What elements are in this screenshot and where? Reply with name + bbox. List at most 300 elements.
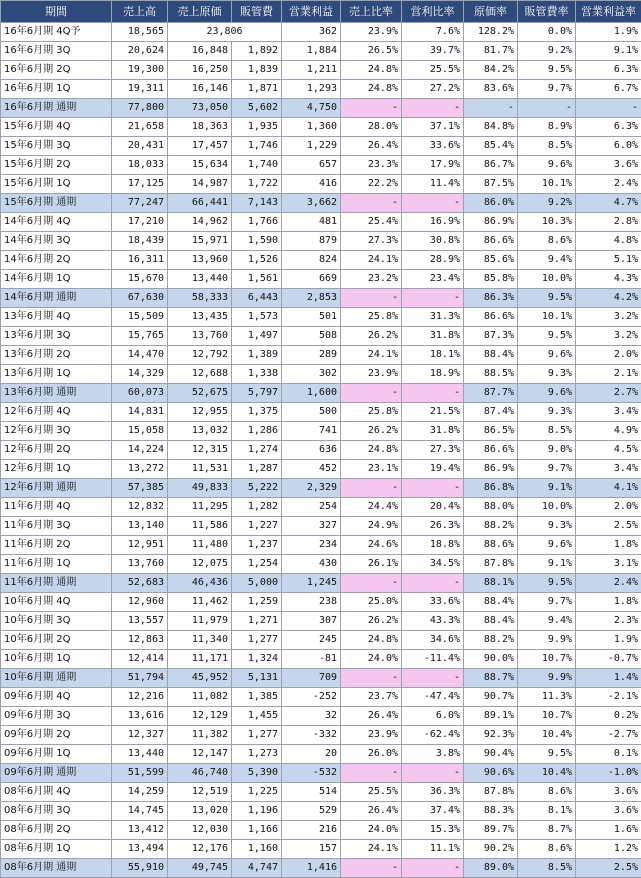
sales-cell: 77,800 xyxy=(112,99,168,118)
op-margin-cell: 3.6% xyxy=(576,802,641,821)
sga-rate-cell: 8.9% xyxy=(518,118,576,137)
period-cell: 16年6月期 2Q xyxy=(1,61,112,80)
sales-cell: 17,125 xyxy=(112,175,168,194)
op-ratio-cell: 15.3% xyxy=(402,821,464,840)
op-margin-cell: 4.1% xyxy=(576,479,641,498)
op-margin-cell: -2.1% xyxy=(576,688,641,707)
sga-cell: 5,797 xyxy=(232,384,282,403)
sga-rate-cell: 9.7% xyxy=(518,460,576,479)
sga-cell: 1,273 xyxy=(232,745,282,764)
sga-cell: 1,287 xyxy=(232,460,282,479)
cost-rate-cell: 83.6% xyxy=(464,80,518,99)
cost-rate-cell: 88.1% xyxy=(464,574,518,593)
period-cell: 14年6月期 4Q xyxy=(1,213,112,232)
operating-profit-cell: 1,360 xyxy=(282,118,341,137)
sales-cell: 13,412 xyxy=(112,821,168,840)
op-ratio-cell: - xyxy=(402,574,464,593)
cogs-cell: 12,519 xyxy=(168,783,232,802)
cogs-cell: 58,333 xyxy=(168,289,232,308)
period-cell: 10年6月期 2Q xyxy=(1,631,112,650)
sales-cell: 12,327 xyxy=(112,726,168,745)
sales-ratio-cell: 26.4% xyxy=(341,802,402,821)
op-ratio-cell: - xyxy=(402,384,464,403)
cogs-cell: 12,688 xyxy=(168,365,232,384)
annual-row xyxy=(1,764,641,783)
sales-cell: 12,951 xyxy=(112,536,168,555)
op-ratio-cell: -11.4% xyxy=(402,650,464,669)
op-margin-cell: - xyxy=(576,99,641,118)
period-cell: 15年6月期 4Q xyxy=(1,118,112,137)
period-cell: 13年6月期 4Q xyxy=(1,308,112,327)
period-cell: 16年6月期 通期 xyxy=(1,99,112,118)
table-row xyxy=(1,403,641,422)
sga-cell: 5,131 xyxy=(232,669,282,688)
table-row xyxy=(1,232,641,251)
cost-rate-cell: 86.6% xyxy=(464,441,518,460)
table-row xyxy=(1,156,641,175)
table-row xyxy=(1,175,641,194)
sales-ratio-cell: 23.3% xyxy=(341,156,402,175)
operating-profit-cell: 879 xyxy=(282,232,341,251)
table-row xyxy=(1,536,641,555)
operating-profit-cell: 234 xyxy=(282,536,341,555)
operating-profit-cell: 362 xyxy=(282,23,341,42)
table-row xyxy=(1,631,641,650)
sales-cell: 60,073 xyxy=(112,384,168,403)
table-row xyxy=(1,137,641,156)
sga-cell: 1,375 xyxy=(232,403,282,422)
cost-rate-cell: 87.3% xyxy=(464,327,518,346)
op-ratio-cell: - xyxy=(402,859,464,878)
period-cell: 09年6月期 2Q xyxy=(1,726,112,745)
op-ratio-cell: 28.9% xyxy=(402,251,464,270)
op-margin-cell: 1.8% xyxy=(576,536,641,555)
op-margin-cell: 6.3% xyxy=(576,61,641,80)
cost-rate-cell: 90.6% xyxy=(464,764,518,783)
operating-profit-cell: 1,211 xyxy=(282,61,341,80)
cogs-cell: 12,176 xyxy=(168,840,232,859)
operating-profit-cell: 254 xyxy=(282,498,341,517)
sales-cell: 12,832 xyxy=(112,498,168,517)
sga-rate-cell: 9.7% xyxy=(518,593,576,612)
cost-rate-cell: 86.3% xyxy=(464,289,518,308)
op-ratio-cell: 7.6% xyxy=(402,23,464,42)
operating-profit-cell: 709 xyxy=(282,669,341,688)
sales-cell: 14,745 xyxy=(112,802,168,821)
op-margin-cell: 0.1% xyxy=(576,745,641,764)
sga-rate-cell: 9.0% xyxy=(518,441,576,460)
sales-cell: 14,329 xyxy=(112,365,168,384)
sales-ratio-cell: 24.1% xyxy=(341,251,402,270)
op-ratio-cell: - xyxy=(402,99,464,118)
sales-cell: 52,683 xyxy=(112,574,168,593)
cogs-cell: 13,020 xyxy=(168,802,232,821)
period-cell: 09年6月期 通期 xyxy=(1,764,112,783)
sales-ratio-cell: - xyxy=(341,479,402,498)
table-row xyxy=(1,460,641,479)
sales-cell: 13,440 xyxy=(112,745,168,764)
cost-rate-cell: 88.4% xyxy=(464,593,518,612)
sga-cell: 1,935 xyxy=(232,118,282,137)
cost-rate-cell: 85.4% xyxy=(464,137,518,156)
sales-ratio-cell: 23.9% xyxy=(341,365,402,384)
cogs-cell: 11,340 xyxy=(168,631,232,650)
sales-ratio-cell: - xyxy=(341,669,402,688)
sga-cell: 1,871 xyxy=(232,80,282,99)
cost-rate-cell: 92.3% xyxy=(464,726,518,745)
sga-rate-cell: 10.4% xyxy=(518,764,576,783)
annual-row xyxy=(1,384,641,403)
cogs-cell: 12,030 xyxy=(168,821,232,840)
op-margin-cell: -2.7% xyxy=(576,726,641,745)
period-cell: 08年6月期 4Q xyxy=(1,783,112,802)
sga-rate-cell: 9.4% xyxy=(518,612,576,631)
period-cell: 08年6月期 2Q xyxy=(1,821,112,840)
sales-ratio-cell: 24.1% xyxy=(341,840,402,859)
operating-profit-cell: 1,884 xyxy=(282,42,341,61)
op-ratio-cell: 30.8% xyxy=(402,232,464,251)
cogs-cell: 13,032 xyxy=(168,422,232,441)
op-ratio-cell: 34.6% xyxy=(402,631,464,650)
operating-profit-cell: 2,329 xyxy=(282,479,341,498)
sga-rate-cell: 0.0% xyxy=(518,23,576,42)
cost-rate-cell: 87.8% xyxy=(464,555,518,574)
sales-cell: 15,058 xyxy=(112,422,168,441)
operating-profit-cell: 416 xyxy=(282,175,341,194)
table-row xyxy=(1,61,641,80)
cogs-cell: 11,480 xyxy=(168,536,232,555)
period-cell: 10年6月期 4Q xyxy=(1,593,112,612)
cogs-cell: 12,075 xyxy=(168,555,232,574)
cogs-cell: 46,436 xyxy=(168,574,232,593)
op-ratio-cell: 6.0% xyxy=(402,707,464,726)
sales-ratio-cell: - xyxy=(341,194,402,213)
header-op-ratio: 営利比率 xyxy=(402,1,464,23)
period-cell: 14年6月期 2Q xyxy=(1,251,112,270)
annual-row xyxy=(1,574,641,593)
sga-rate-cell: 8.6% xyxy=(518,232,576,251)
operating-profit-cell: 307 xyxy=(282,612,341,631)
sales-ratio-cell: 25.5% xyxy=(341,783,402,802)
sales-cell: 12,414 xyxy=(112,650,168,669)
period-cell: 12年6月期 通期 xyxy=(1,479,112,498)
table-row xyxy=(1,118,641,137)
op-margin-cell: 3.6% xyxy=(576,156,641,175)
op-margin-cell: 2.0% xyxy=(576,346,641,365)
cost-rate-cell: 86.6% xyxy=(464,232,518,251)
period-cell: 09年6月期 3Q xyxy=(1,707,112,726)
sga-cell: 1,274 xyxy=(232,441,282,460)
cost-rate-cell: 89.1% xyxy=(464,707,518,726)
period-cell: 08年6月期 3Q xyxy=(1,802,112,821)
sales-ratio-cell: 24.1% xyxy=(341,346,402,365)
operating-profit-cell: 245 xyxy=(282,631,341,650)
op-margin-cell: 9.1% xyxy=(576,42,641,61)
sales-ratio-cell: 26.1% xyxy=(341,555,402,574)
cogs-cell: 12,792 xyxy=(168,346,232,365)
op-margin-cell: 4.2% xyxy=(576,289,641,308)
operating-profit-cell: -81 xyxy=(282,650,341,669)
op-ratio-cell: 31.3% xyxy=(402,308,464,327)
sga-rate-cell: 10.1% xyxy=(518,175,576,194)
cost-rate-cell: 89.0% xyxy=(464,859,518,878)
sales-ratio-cell: 23.7% xyxy=(341,688,402,707)
cost-rate-cell: 88.0% xyxy=(464,498,518,517)
sga-rate-cell: 10.1% xyxy=(518,308,576,327)
cogs-cell: 11,586 xyxy=(168,517,232,536)
cogs-cell: 66,441 xyxy=(168,194,232,213)
sales-cell: 15,509 xyxy=(112,308,168,327)
sga-cell: 1,839 xyxy=(232,61,282,80)
sales-cell: 21,658 xyxy=(112,118,168,137)
cost-rate-cell: 84.2% xyxy=(464,61,518,80)
table-row xyxy=(1,612,641,631)
op-ratio-cell: - xyxy=(402,289,464,308)
op-margin-cell: 5.1% xyxy=(576,251,641,270)
annual-row xyxy=(1,669,641,688)
operating-profit-cell: 669 xyxy=(282,270,341,289)
operating-profit-cell: 508 xyxy=(282,327,341,346)
sales-cell: 20,431 xyxy=(112,137,168,156)
cogs-cell: 14,962 xyxy=(168,213,232,232)
period-cell: 14年6月期 通期 xyxy=(1,289,112,308)
operating-profit-cell: 500 xyxy=(282,403,341,422)
table-row xyxy=(1,840,641,859)
sales-cell: 51,599 xyxy=(112,764,168,783)
cogs-cell: 49,833 xyxy=(168,479,232,498)
sga-cell: 1,561 xyxy=(232,270,282,289)
sales-ratio-cell: 22.2% xyxy=(341,175,402,194)
cogs-cell: 17,457 xyxy=(168,137,232,156)
op-margin-cell: 4.8% xyxy=(576,232,641,251)
sga-rate-cell: 8.1% xyxy=(518,802,576,821)
op-ratio-cell: 26.3% xyxy=(402,517,464,536)
cost-rate-cell: 89.7% xyxy=(464,821,518,840)
sga-rate-cell: 9.1% xyxy=(518,479,576,498)
cost-rate-cell: 86.8% xyxy=(464,479,518,498)
op-ratio-cell: - xyxy=(402,479,464,498)
sales-ratio-cell: 24.8% xyxy=(341,441,402,460)
period-cell: 12年6月期 2Q xyxy=(1,441,112,460)
sales-cell: 16,311 xyxy=(112,251,168,270)
period-cell: 13年6月期 3Q xyxy=(1,327,112,346)
op-ratio-cell: 31.8% xyxy=(402,422,464,441)
sga-cell: 1,282 xyxy=(232,498,282,517)
op-margin-cell: 2.5% xyxy=(576,859,641,878)
cogs-sga-merged-cell: 23,806 xyxy=(168,23,282,42)
operating-profit-cell: 1,600 xyxy=(282,384,341,403)
annual-row xyxy=(1,194,641,213)
sales-cell: 14,259 xyxy=(112,783,168,802)
sga-cell: 1,271 xyxy=(232,612,282,631)
op-margin-cell: 3.2% xyxy=(576,327,641,346)
sales-ratio-cell: 25.0% xyxy=(341,593,402,612)
period-cell: 08年6月期 1Q xyxy=(1,840,112,859)
sga-cell: 1,225 xyxy=(232,783,282,802)
sga-rate-cell: 10.7% xyxy=(518,707,576,726)
cost-rate-cell: 85.8% xyxy=(464,270,518,289)
operating-profit-cell: 657 xyxy=(282,156,341,175)
table-row xyxy=(1,745,641,764)
sales-ratio-cell: - xyxy=(341,764,402,783)
sga-rate-cell: 9.4% xyxy=(518,251,576,270)
table-row xyxy=(1,517,641,536)
sales-ratio-cell: 26.4% xyxy=(341,707,402,726)
cogs-cell: 15,634 xyxy=(168,156,232,175)
op-margin-cell: 4.7% xyxy=(576,194,641,213)
cost-rate-cell: 88.7% xyxy=(464,669,518,688)
period-cell: 12年6月期 3Q xyxy=(1,422,112,441)
cogs-cell: 13,435 xyxy=(168,308,232,327)
sales-ratio-cell: 24.8% xyxy=(341,61,402,80)
sga-cell: 1,722 xyxy=(232,175,282,194)
sga-cell: 5,602 xyxy=(232,99,282,118)
op-ratio-cell: 34.5% xyxy=(402,555,464,574)
sales-cell: 12,960 xyxy=(112,593,168,612)
cost-rate-cell: 90.0% xyxy=(464,650,518,669)
operating-profit-cell: 501 xyxy=(282,308,341,327)
period-cell: 13年6月期 通期 xyxy=(1,384,112,403)
sales-cell: 18,565 xyxy=(112,23,168,42)
sales-ratio-cell: 26.0% xyxy=(341,745,402,764)
table-row xyxy=(1,650,641,669)
sga-cell: 4,747 xyxy=(232,859,282,878)
cost-rate-cell: 128.2% xyxy=(464,23,518,42)
cogs-cell: 49,745 xyxy=(168,859,232,878)
operating-profit-cell: 1,229 xyxy=(282,137,341,156)
cogs-cell: 16,250 xyxy=(168,61,232,80)
sga-rate-cell: 9.2% xyxy=(518,42,576,61)
header-cogs: 売上原価 xyxy=(168,1,232,23)
operating-profit-cell: 302 xyxy=(282,365,341,384)
sales-cell: 14,831 xyxy=(112,403,168,422)
operating-profit-cell: 2,853 xyxy=(282,289,341,308)
operating-profit-cell: 1,245 xyxy=(282,574,341,593)
sales-ratio-cell: 26.2% xyxy=(341,327,402,346)
operating-profit-cell: 216 xyxy=(282,821,341,840)
op-ratio-cell: - xyxy=(402,764,464,783)
sga-cell: 1,324 xyxy=(232,650,282,669)
op-margin-cell: 4.3% xyxy=(576,270,641,289)
sga-rate-cell: 9.7% xyxy=(518,80,576,99)
op-ratio-cell: 18.9% xyxy=(402,365,464,384)
sga-rate-cell: 8.6% xyxy=(518,840,576,859)
sales-cell: 18,439 xyxy=(112,232,168,251)
op-margin-cell: 1.6% xyxy=(576,821,641,840)
table-row xyxy=(1,688,641,707)
sga-cell: 1,277 xyxy=(232,631,282,650)
op-ratio-cell: 11.4% xyxy=(402,175,464,194)
op-ratio-cell: 3.8% xyxy=(402,745,464,764)
sales-cell: 17,210 xyxy=(112,213,168,232)
op-ratio-cell: 18.8% xyxy=(402,536,464,555)
sga-cell: 1,455 xyxy=(232,707,282,726)
cogs-cell: 14,987 xyxy=(168,175,232,194)
op-ratio-cell: 27.3% xyxy=(402,441,464,460)
sales-ratio-cell: - xyxy=(341,289,402,308)
sga-rate-cell: 9.6% xyxy=(518,346,576,365)
op-margin-cell: 2.1% xyxy=(576,365,641,384)
sga-rate-cell: 9.6% xyxy=(518,536,576,555)
op-ratio-cell: 33.6% xyxy=(402,137,464,156)
period-cell: 11年6月期 4Q xyxy=(1,498,112,517)
op-ratio-cell: 36.3% xyxy=(402,783,464,802)
sga-rate-cell: 8.7% xyxy=(518,821,576,840)
header-period: 期間 xyxy=(1,1,112,23)
sales-cell: 15,670 xyxy=(112,270,168,289)
sales-cell: 57,385 xyxy=(112,479,168,498)
sales-cell: 18,033 xyxy=(112,156,168,175)
sales-cell: 19,300 xyxy=(112,61,168,80)
cogs-cell: 12,147 xyxy=(168,745,232,764)
op-margin-cell: 3.4% xyxy=(576,460,641,479)
table-row xyxy=(1,441,641,460)
cost-rate-cell: 90.7% xyxy=(464,688,518,707)
op-ratio-cell: 37.1% xyxy=(402,118,464,137)
table-row xyxy=(1,821,641,840)
table-row xyxy=(1,498,641,517)
sales-cell: 13,616 xyxy=(112,707,168,726)
table-row xyxy=(1,593,641,612)
period-cell: 13年6月期 2Q xyxy=(1,346,112,365)
table-row xyxy=(1,80,641,99)
table-row xyxy=(1,783,641,802)
cost-rate-cell: 85.6% xyxy=(464,251,518,270)
cogs-cell: 46,740 xyxy=(168,764,232,783)
sales-cell: 55,910 xyxy=(112,859,168,878)
op-margin-cell: 1.4% xyxy=(576,669,641,688)
sga-cell: 1,227 xyxy=(232,517,282,536)
cogs-cell: 11,979 xyxy=(168,612,232,631)
table-row xyxy=(1,327,641,346)
annual-row xyxy=(1,479,641,498)
sga-rate-cell: 9.9% xyxy=(518,669,576,688)
sga-cell: 1,196 xyxy=(232,802,282,821)
period-cell: 15年6月期 2Q xyxy=(1,156,112,175)
op-ratio-cell: -47.4% xyxy=(402,688,464,707)
header-sales: 売上高 xyxy=(112,1,168,23)
table-row xyxy=(1,213,641,232)
table-row xyxy=(1,23,641,42)
period-cell: 16年6月期 1Q xyxy=(1,80,112,99)
op-margin-cell: -1.0% xyxy=(576,764,641,783)
sga-rate-cell: 9.6% xyxy=(518,384,576,403)
sga-cell: 1,166 xyxy=(232,821,282,840)
op-margin-cell: 3.6% xyxy=(576,783,641,802)
sales-ratio-cell: 24.0% xyxy=(341,821,402,840)
sga-rate-cell: 10.0% xyxy=(518,270,576,289)
table-header xyxy=(1,1,641,23)
period-cell: 16年6月期 3Q xyxy=(1,42,112,61)
sga-rate-cell: 9.5% xyxy=(518,327,576,346)
op-ratio-cell: 37.4% xyxy=(402,802,464,821)
period-cell: 09年6月期 4Q xyxy=(1,688,112,707)
op-ratio-cell: 39.7% xyxy=(402,42,464,61)
period-cell: 10年6月期 通期 xyxy=(1,669,112,688)
cogs-cell: 16,146 xyxy=(168,80,232,99)
sga-rate-cell: 9.3% xyxy=(518,403,576,422)
table-row xyxy=(1,346,641,365)
sga-cell: 1,746 xyxy=(232,137,282,156)
period-cell: 14年6月期 1Q xyxy=(1,270,112,289)
cogs-cell: 73,050 xyxy=(168,99,232,118)
cost-rate-cell: 81.7% xyxy=(464,42,518,61)
sga-cell: 1,590 xyxy=(232,232,282,251)
cogs-cell: 11,171 xyxy=(168,650,232,669)
operating-profit-cell: 529 xyxy=(282,802,341,821)
sga-rate-cell: 8.6% xyxy=(518,783,576,802)
sales-ratio-cell: 28.0% xyxy=(341,118,402,137)
